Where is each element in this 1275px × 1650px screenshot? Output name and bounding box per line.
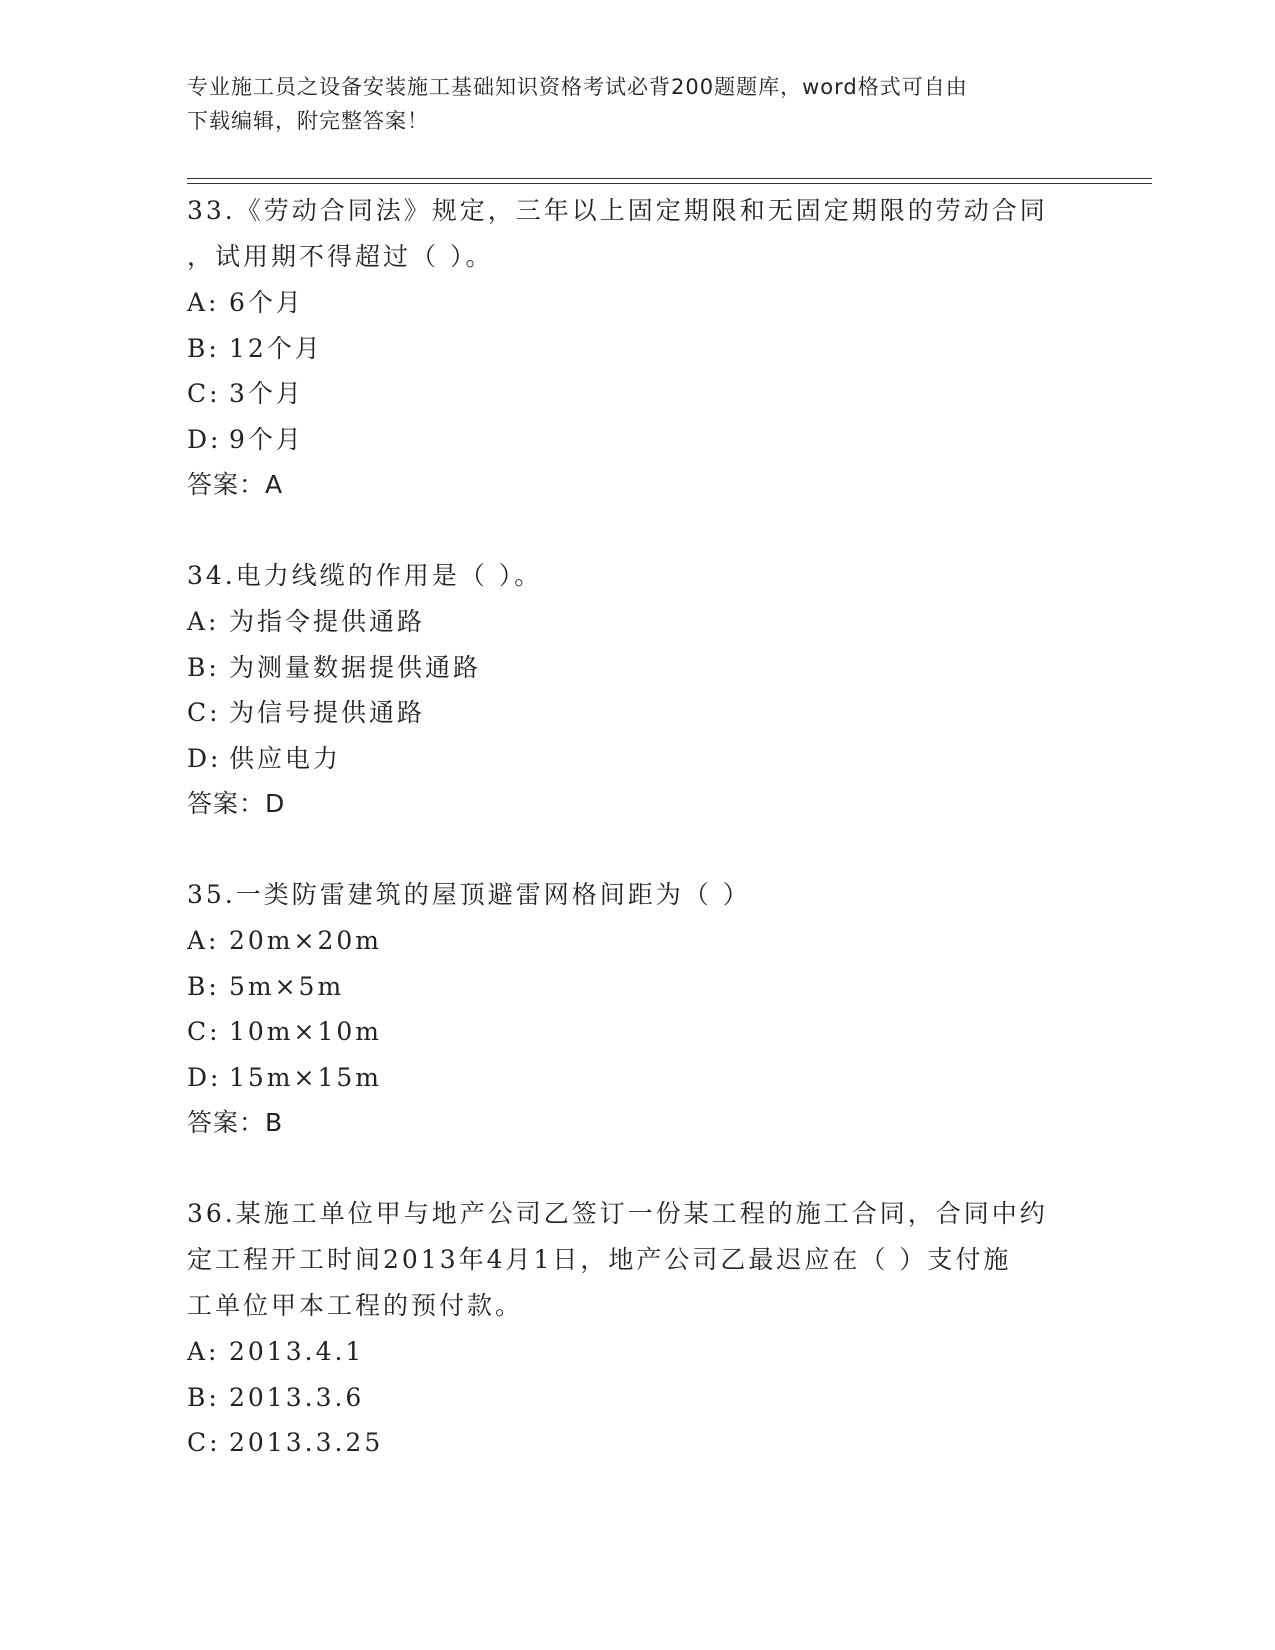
option-b	[187, 1375, 1087, 1421]
option-letter: A:	[187, 926, 220, 955]
option-letter: C:	[187, 1428, 221, 1457]
option-text: 15m×15m	[229, 1062, 382, 1092]
answer-label: 答案：A	[187, 470, 284, 499]
option-text: 为指令提供通路	[229, 607, 426, 636]
option-text: 为信号提供通路	[229, 698, 426, 727]
option-b	[187, 645, 1087, 691]
question-stem-line: 36.某施工单位甲与地产公司乙签订一份某工程的施工合同，合同中约	[187, 1199, 1048, 1228]
question-stem-line: 35.一类防雷建筑的屋顶避雷网格间距为（ ）	[187, 880, 751, 909]
option-text: 2013.4.1	[229, 1337, 365, 1366]
option-letter: A:	[187, 607, 220, 636]
answer-label: 答案：B	[187, 1108, 284, 1137]
question-stem-line: ，试用期不得超过（ ）。	[187, 242, 494, 271]
option-text: 12个月	[229, 333, 323, 363]
document-header	[187, 70, 1067, 138]
question-list	[187, 188, 1087, 1512]
header-divider	[187, 183, 1152, 184]
option-c	[187, 1009, 1087, 1055]
option-c	[187, 1420, 1087, 1466]
option-a	[187, 918, 1087, 964]
header-divider	[187, 178, 1152, 179]
question-stem-line: 工单位甲本工程的预付款。	[187, 1291, 524, 1320]
option-a	[187, 599, 1087, 645]
option-d	[187, 417, 1087, 463]
option-text: 供应电力	[229, 743, 342, 773]
question-34	[187, 553, 1087, 826]
option-a	[187, 1329, 1087, 1375]
option-text: 10m×10m	[229, 1017, 382, 1046]
option-text: 9个月	[229, 424, 304, 454]
option-letter: D:	[187, 1062, 222, 1092]
option-letter: D:	[187, 743, 222, 773]
option-d	[187, 1055, 1087, 1101]
option-letter: B:	[187, 1382, 220, 1412]
option-letter: B:	[187, 333, 220, 363]
option-c	[187, 690, 1087, 736]
question-36	[187, 1191, 1087, 1466]
option-text: 2013.3.25	[229, 1428, 384, 1457]
option-text: 2013.3.6	[229, 1382, 365, 1412]
option-letter: C:	[187, 698, 221, 727]
question-stem-line: 定工程开工时间2013年4月1日，地产公司乙最迟应在（ ）支付施	[187, 1245, 1012, 1274]
answer-label: 答案：D	[187, 789, 286, 818]
option-d	[187, 736, 1087, 782]
question-33	[187, 188, 1087, 507]
question-stem-line: 33.《劳动合同法》规定，三年以上固定期限和无固定期限的劳动合同	[187, 196, 1048, 225]
option-c	[187, 371, 1087, 417]
option-b	[187, 326, 1087, 372]
header-line: 下载编辑，附完整答案！	[187, 109, 429, 133]
option-letter: B:	[187, 971, 220, 1001]
option-letter: C:	[187, 1017, 221, 1046]
option-text: 为测量数据提供通路	[229, 652, 482, 682]
option-text: 5m×5m	[229, 971, 345, 1001]
option-a	[187, 280, 1087, 326]
option-text: 6个月	[229, 288, 304, 317]
question-stem-line: 34.电力线缆的作用是（ ）。	[187, 561, 543, 590]
option-letter: A:	[187, 1337, 220, 1366]
option-text: 3个月	[229, 379, 304, 408]
option-letter: B:	[187, 652, 220, 682]
question-35	[187, 872, 1087, 1145]
header-line: 专业施工员之设备安装施工基础知识资格考试必背200题题库，word格式可自由	[187, 75, 968, 99]
option-b	[187, 964, 1087, 1010]
option-letter: D:	[187, 424, 222, 454]
option-letter: C:	[187, 379, 221, 408]
option-text: 20m×20m	[229, 926, 382, 955]
option-letter: A:	[187, 288, 220, 317]
